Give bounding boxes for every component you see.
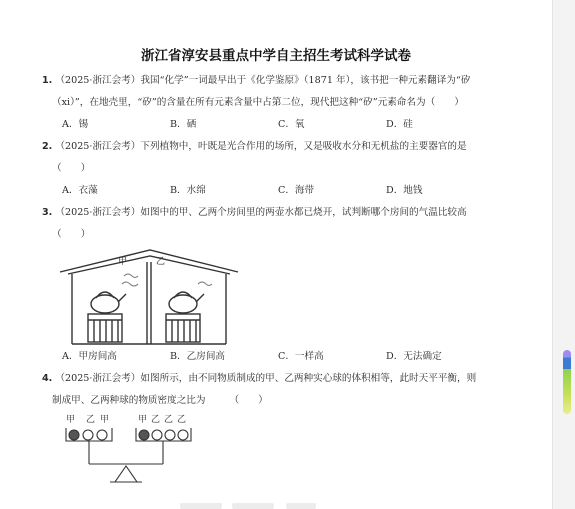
left-label-2: 乙 bbox=[86, 415, 96, 425]
room-label-yi: 乙 bbox=[156, 257, 166, 267]
q1-option-c: C．氧 bbox=[278, 119, 305, 130]
footer-tab-3 bbox=[286, 503, 316, 509]
q2-option-d: D．地钱 bbox=[386, 185, 423, 196]
room-label-jia: 甲 bbox=[118, 257, 128, 267]
q2-option-c: C．海带 bbox=[278, 185, 315, 196]
q3-stem-line-2: （ ） bbox=[52, 229, 91, 240]
left-label-1: 甲 bbox=[66, 415, 76, 425]
q2-stem-line-2: （ ） bbox=[52, 163, 91, 174]
q1-stem-text-1: （2025·浙江会考）我国“化学”一词最早出于《化学鉴原》（1871 年），该书把一种元素翻译为“矽 bbox=[55, 75, 471, 86]
q1-option-a: A．锡 bbox=[62, 119, 89, 130]
page-title: 浙江省淳安县重点中学自主招生考试科学试卷 bbox=[141, 48, 411, 64]
q4-stem-text-1: （2025·浙江会考）如图所示，由不同物质制成的甲、乙两种实心球的体积相等，此时天平平衡，则 bbox=[55, 373, 477, 384]
right-label-4: 乙 bbox=[177, 415, 187, 425]
footer-tab-2 bbox=[232, 503, 274, 509]
q3-option-d: D．无法确定 bbox=[386, 351, 442, 362]
vertical-scrollbar-thumb[interactable] bbox=[563, 350, 571, 414]
q2-number: 2. bbox=[42, 141, 53, 152]
q1-stem-line-1 bbox=[42, 72, 470, 86]
q4-stem-line-1 bbox=[42, 370, 476, 384]
q4-stem-line-2: 制成甲、乙两种球的物质密度之比为 （ ） bbox=[52, 395, 268, 406]
q1-option-b: B．硒 bbox=[170, 119, 197, 130]
balance-figure bbox=[62, 412, 192, 492]
footer-tab-1 bbox=[180, 503, 222, 509]
q3-option-c: C．一样高 bbox=[278, 351, 324, 362]
left-label-3: 甲 bbox=[100, 415, 110, 425]
q2-stem-line-1 bbox=[42, 138, 467, 152]
q1-stem-line-2: （xi）”，在地壳里，“矽”的含量在所有元素含量中占第二位，现代把这种“矽”元素命名为（ ） bbox=[52, 97, 464, 108]
q3-stem-line-1 bbox=[42, 204, 467, 218]
q3-number: 3. bbox=[42, 207, 53, 218]
q1-option-d: D．硅 bbox=[386, 119, 413, 130]
q3-option-a: A．甲房间高 bbox=[62, 351, 117, 362]
right-label-2: 乙 bbox=[151, 415, 161, 425]
q2-stem-text-1: （2025·浙江会考）下列植物中，叶既是光合作用的场所，又是吸收水分和无机盐的主要器官的是 bbox=[55, 141, 467, 152]
two-rooms-kettle-figure bbox=[58, 248, 240, 348]
q3-option-b: B．乙房间高 bbox=[170, 351, 226, 362]
q4-number: 4. bbox=[42, 373, 53, 384]
vertical-scrollbar-track[interactable] bbox=[552, 0, 575, 509]
right-label-3: 乙 bbox=[164, 415, 174, 425]
q2-option-a: A．衣藻 bbox=[62, 185, 98, 196]
q3-stem-text-1: （2025·浙江会考）如图中的甲、乙两个房间里的两壶水都已烧开，试判断哪个房间的气温比较高 bbox=[55, 207, 467, 218]
q2-option-b: B．水绵 bbox=[170, 185, 206, 196]
right-label-1: 甲 bbox=[138, 415, 148, 425]
q1-number: 1. bbox=[42, 75, 53, 86]
